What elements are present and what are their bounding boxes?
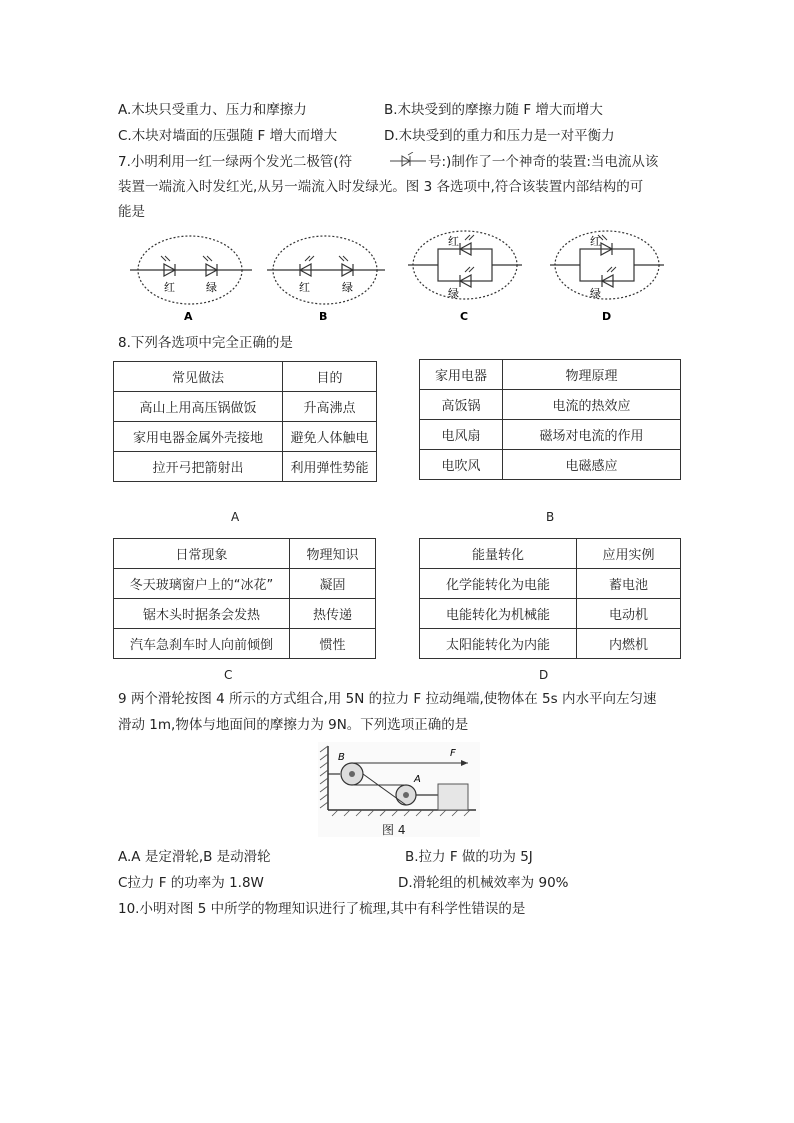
table-cell: 电风扇 <box>420 420 503 450</box>
label-green: 绿 <box>342 281 353 294</box>
table-cell: 电流的热效应 <box>503 390 681 420</box>
q9-option-d: D.滑轮组的机械效率为 90% <box>398 875 569 891</box>
pulley-b-label: B <box>338 752 345 763</box>
table-cell: 磁场对电流的作用 <box>503 420 681 450</box>
table-cell: 惯性 <box>290 629 376 659</box>
q10-stem: 10.小明对图 5 中所学的物理知识进行了梳理,其中有科学性错误的是 <box>118 901 526 917</box>
option-a-circuit <box>130 236 252 323</box>
table-row <box>420 390 681 420</box>
q8-stem: 8.下列各选项中完全正确的是 <box>118 335 293 351</box>
table-header: 常见做法 <box>114 362 283 392</box>
q7-stem-line3: 能是 <box>118 204 145 220</box>
table-header: 日常现象 <box>114 539 290 569</box>
diode-symbol-icon <box>388 152 428 170</box>
label-red: 红 <box>164 281 175 294</box>
table-row <box>420 599 681 629</box>
table-header-row <box>114 539 376 569</box>
table-row <box>114 629 376 659</box>
q7-stem-line2: 装置一端流入时发红光,从另一端流入时发绿光。图 3 各选项中,符合该装置内部结构的可 <box>118 179 644 195</box>
table-row <box>420 420 681 450</box>
table-row <box>420 629 681 659</box>
q9-stem-line2: 滑动 1m,物体与地面间的摩擦力为 9N。下列选项正确的是 <box>118 717 469 733</box>
table-a-caption: A <box>231 510 240 524</box>
q9-option-a: A.A 是定滑轮,B 是动滑轮 <box>118 849 271 865</box>
table-row <box>114 569 376 599</box>
table-cell: 电能转化为机械能 <box>420 599 577 629</box>
table-cell: 凝固 <box>290 569 376 599</box>
label-red: 红 <box>590 235 601 248</box>
table-cell: 电磁感应 <box>503 450 681 480</box>
table-header: 物理原理 <box>503 360 681 390</box>
table-row <box>420 450 681 480</box>
option-label: A <box>184 310 193 323</box>
q6-option-c: C.木块对墙面的压强随 F 增大而增大 <box>118 128 338 144</box>
table-header: 物理知识 <box>290 539 376 569</box>
table-a <box>113 361 377 482</box>
table-cell: 化学能转化为电能 <box>420 569 577 599</box>
table-cell: 高饭锅 <box>420 390 503 420</box>
table-d <box>419 538 681 659</box>
table-header-row <box>420 360 681 390</box>
option-d-circuit <box>550 231 664 323</box>
table-header: 应用实例 <box>577 539 681 569</box>
table-header-row <box>114 362 377 392</box>
label-red: 红 <box>299 281 310 294</box>
table-cell: 锯木头时据条会发热 <box>114 599 290 629</box>
q7-stem-line1b: 号:)制作了一个神奇的装置:当电流从该 <box>428 154 659 170</box>
table-row <box>114 392 377 422</box>
option-label: B <box>319 310 328 323</box>
table-row <box>114 452 377 482</box>
q6-option-a: A.木块只受重力、压力和摩擦力 <box>118 102 307 118</box>
option-label: C <box>460 310 469 323</box>
option-c-circuit <box>408 231 522 323</box>
table-row <box>114 599 376 629</box>
table-cell: 家用电器金属外壳接地 <box>114 422 283 452</box>
q6-option-d: D.木块受到的重力和压力是一对平衡力 <box>384 128 615 144</box>
table-d-caption: D <box>539 668 549 682</box>
table-cell: 太阳能转化为内能 <box>420 629 577 659</box>
table-b <box>419 359 681 480</box>
table-c-caption: C <box>224 668 233 682</box>
option-b-circuit <box>267 236 385 323</box>
table-cell: 电动机 <box>577 599 681 629</box>
q6-option-b: B.木块受到的摩擦力随 F 增大而增大 <box>384 102 603 118</box>
force-f-label: F <box>450 748 456 759</box>
table-cell: 拉开弓把箭射出 <box>114 452 283 482</box>
table-row <box>420 569 681 599</box>
table-cell: 汽车急刹车时人向前倾倒 <box>114 629 290 659</box>
q7-stem-line1a: 7.小明利用一红一绿两个发光二极管(符 <box>118 154 353 170</box>
q9-stem-line1: 9 两个滑轮按图 4 所示的方式组合,用 5N 的拉力 F 拉动绳端,使物体在 5s 内水平向左匀速 <box>118 691 657 707</box>
table-cell: 内燃机 <box>577 629 681 659</box>
option-label: D <box>602 310 612 323</box>
table-cell: 冬天玻璃窗户上的“冰花” <box>114 569 290 599</box>
label-green: 绿 <box>590 287 601 300</box>
label-green: 绿 <box>448 287 459 300</box>
table-header: 目的 <box>283 362 377 392</box>
object-block <box>438 784 468 810</box>
table-header: 家用电器 <box>420 360 503 390</box>
table-cell: 蓄电池 <box>577 569 681 599</box>
table-b-caption: B <box>546 510 555 524</box>
table-cell: 高山上用高压锅做饭 <box>114 392 283 422</box>
table-cell: 热传递 <box>290 599 376 629</box>
table-header: 能量转化 <box>420 539 577 569</box>
table-row <box>114 422 377 452</box>
figure-3-diode-circuits <box>120 225 680 325</box>
table-cell: 升高沸点 <box>283 392 377 422</box>
table-cell: 电吹风 <box>420 450 503 480</box>
table-c <box>113 538 376 659</box>
q9-option-c: C拉力 F 的功率为 1.8W <box>118 875 264 891</box>
pulley-a-label: A <box>414 774 421 785</box>
table-cell: 利用弹性势能 <box>283 452 377 482</box>
table-cell: 避免人体触电 <box>283 422 377 452</box>
figure-4-caption: 图 4 <box>382 823 406 837</box>
label-red: 红 <box>448 235 459 248</box>
label-green: 绿 <box>206 281 217 294</box>
table-header-row <box>420 539 681 569</box>
q9-option-b: B.拉力 F 做的功为 5J <box>405 849 533 865</box>
